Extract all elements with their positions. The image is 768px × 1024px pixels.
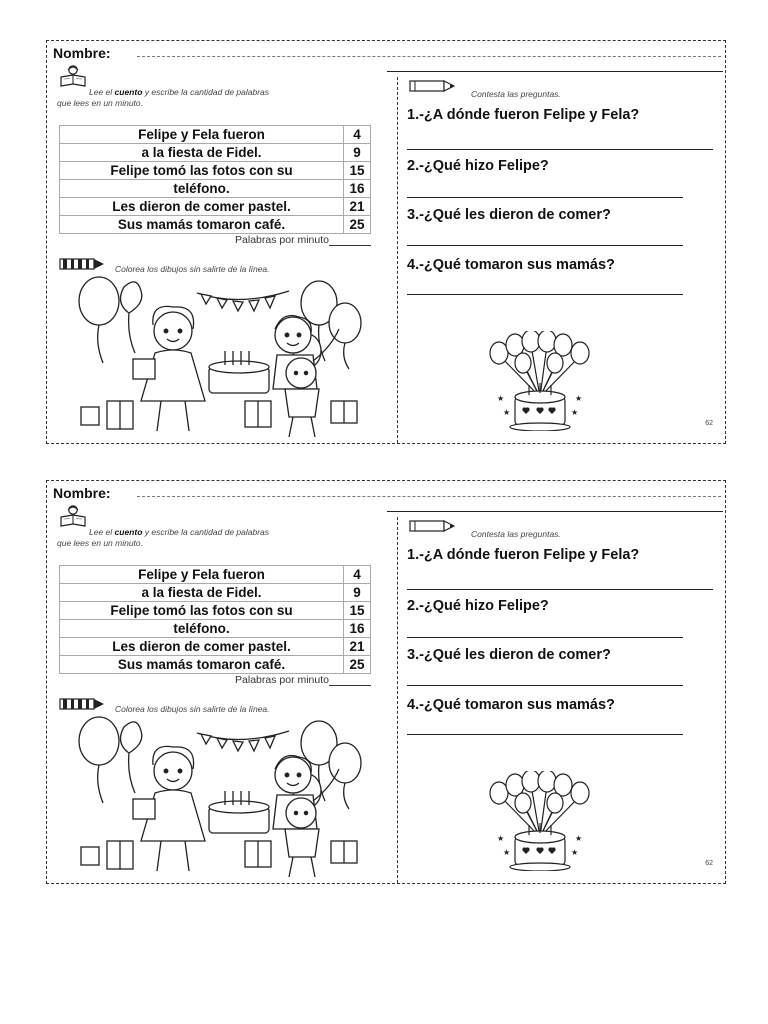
reading-instruction: Lee el cuento y escribe la cantidad de palabras que lees en un minuto.: [57, 527, 270, 548]
word-count: 4: [344, 126, 371, 144]
svg-text:★: ★: [503, 848, 511, 857]
passage-line: Les dieron de comer pastel.: [60, 638, 344, 656]
word-count: 15: [344, 602, 371, 620]
table-row: [60, 162, 371, 180]
passage-line: a la fiesta de Fidel.: [60, 584, 344, 602]
name-label: Nombre:: [53, 485, 111, 501]
reading-instruction: Lee el cuento y escribe la cantidad de palabras que lees en un minuto.: [57, 87, 270, 108]
words-per-minute-label: Palabras por minuto: [235, 674, 329, 686]
table-row: [60, 638, 371, 656]
word-count: 4: [344, 566, 371, 584]
column-divider: [397, 77, 398, 443]
svg-text:★: ★: [503, 408, 511, 417]
table-row: [60, 602, 371, 620]
passage-line: Felipe y Fela fueron: [60, 126, 344, 144]
name-label: Nombre:: [53, 45, 111, 61]
passage-line: Felipe tomó las fotos con su: [60, 162, 344, 180]
answer-line-2[interactable]: [407, 637, 683, 638]
table-row: [60, 180, 371, 198]
question-4: 4.-¿Qué tomaron sus mamás?: [407, 697, 615, 713]
passage-line: Felipe y Fela fueron: [60, 566, 344, 584]
question-2: 2.-¿Qué hizo Felipe?: [407, 598, 549, 614]
svg-text:★: ★: [575, 834, 583, 843]
table-row: [60, 620, 371, 638]
child-reading-book-icon: [59, 505, 87, 527]
table-row: [60, 126, 371, 144]
word-count: 16: [344, 180, 371, 198]
name-field-line[interactable]: [137, 56, 721, 57]
table-row: [60, 144, 371, 162]
answer-instruction: Contesta las preguntas.: [471, 529, 561, 539]
answer-line-3[interactable]: [407, 685, 683, 686]
child-reading-book-icon: [59, 65, 87, 87]
words-per-minute-row: [59, 234, 371, 246]
answer-instruction: Contesta las preguntas.: [471, 89, 561, 99]
birthday-party-illustration: [69, 713, 369, 881]
name-field-line[interactable]: [137, 496, 721, 497]
svg-text:★: ★: [497, 394, 505, 403]
pencil-icon: [409, 79, 455, 93]
words-per-minute-blank[interactable]: [329, 235, 371, 246]
svg-text:★: ★: [497, 834, 505, 843]
worksheet-card: [46, 480, 726, 884]
passage-line: Sus mamás tomaron café.: [60, 216, 344, 234]
answer-line-1[interactable]: [407, 149, 713, 150]
svg-text:★: ★: [571, 848, 579, 857]
svg-text:★: ★: [575, 394, 583, 403]
passage-line: Les dieron de comer pastel.: [60, 198, 344, 216]
question-1: 1.-¿A dónde fueron Felipe y Fela?: [407, 547, 640, 563]
table-row: [60, 566, 371, 584]
answer-line-4[interactable]: [407, 294, 683, 295]
table-row: [60, 656, 371, 674]
coloring-instruction: Colorea los dibujos sin salirte de la línea.: [115, 704, 270, 714]
words-per-minute-label: Palabras por minuto: [235, 234, 329, 246]
crayon-icon: [59, 695, 105, 713]
question-1: 1.-¿A dónde fueron Felipe y Fela?: [407, 107, 640, 123]
birthday-cake-balloons-illustration: [485, 771, 595, 871]
answer-line-1[interactable]: [407, 589, 713, 590]
word-count: 21: [344, 638, 371, 656]
word-count: 21: [344, 198, 371, 216]
answer-line-3[interactable]: [407, 245, 683, 246]
passage-line: teléfono.: [60, 180, 344, 198]
name-underline: [387, 71, 723, 72]
question-3: 3.-¿Qué les dieron de comer?: [407, 647, 611, 663]
answer-line-2[interactable]: [407, 197, 683, 198]
word-count: 15: [344, 162, 371, 180]
column-divider: [397, 517, 398, 883]
birthday-party-illustration: [69, 273, 369, 441]
question-2: 2.-¿Qué hizo Felipe?: [407, 158, 549, 174]
pencil-icon: [409, 519, 455, 533]
table-row: [60, 198, 371, 216]
word-count: 9: [344, 584, 371, 602]
question-3: 3.-¿Qué les dieron de comer?: [407, 207, 611, 223]
coloring-instruction: Colorea los dibujos sin salirte de la línea.: [115, 264, 270, 274]
words-per-minute-blank[interactable]: [329, 675, 371, 686]
reading-passage-table: [59, 565, 371, 674]
word-count: 9: [344, 144, 371, 162]
table-row: [60, 584, 371, 602]
svg-text:★: ★: [571, 408, 579, 417]
name-row: [53, 484, 723, 504]
worksheet-card: [46, 40, 726, 444]
word-count: 25: [344, 656, 371, 674]
page-number: 62: [705, 860, 713, 867]
reading-passage-table: [59, 125, 371, 234]
birthday-cake-balloons-illustration: [485, 331, 595, 431]
name-row: [53, 44, 723, 64]
passage-line: teléfono.: [60, 620, 344, 638]
passage-line: a la fiesta de Fidel.: [60, 144, 344, 162]
name-underline: [387, 511, 723, 512]
passage-line: Sus mamás tomaron café.: [60, 656, 344, 674]
page-number: 62: [705, 420, 713, 427]
table-row: [60, 216, 371, 234]
word-count: 16: [344, 620, 371, 638]
crayon-icon: [59, 255, 105, 273]
answer-line-4[interactable]: [407, 734, 683, 735]
word-count: 25: [344, 216, 371, 234]
words-per-minute-row: [59, 674, 371, 686]
question-4: 4.-¿Qué tomaron sus mamás?: [407, 257, 615, 273]
passage-line: Felipe tomó las fotos con su: [60, 602, 344, 620]
